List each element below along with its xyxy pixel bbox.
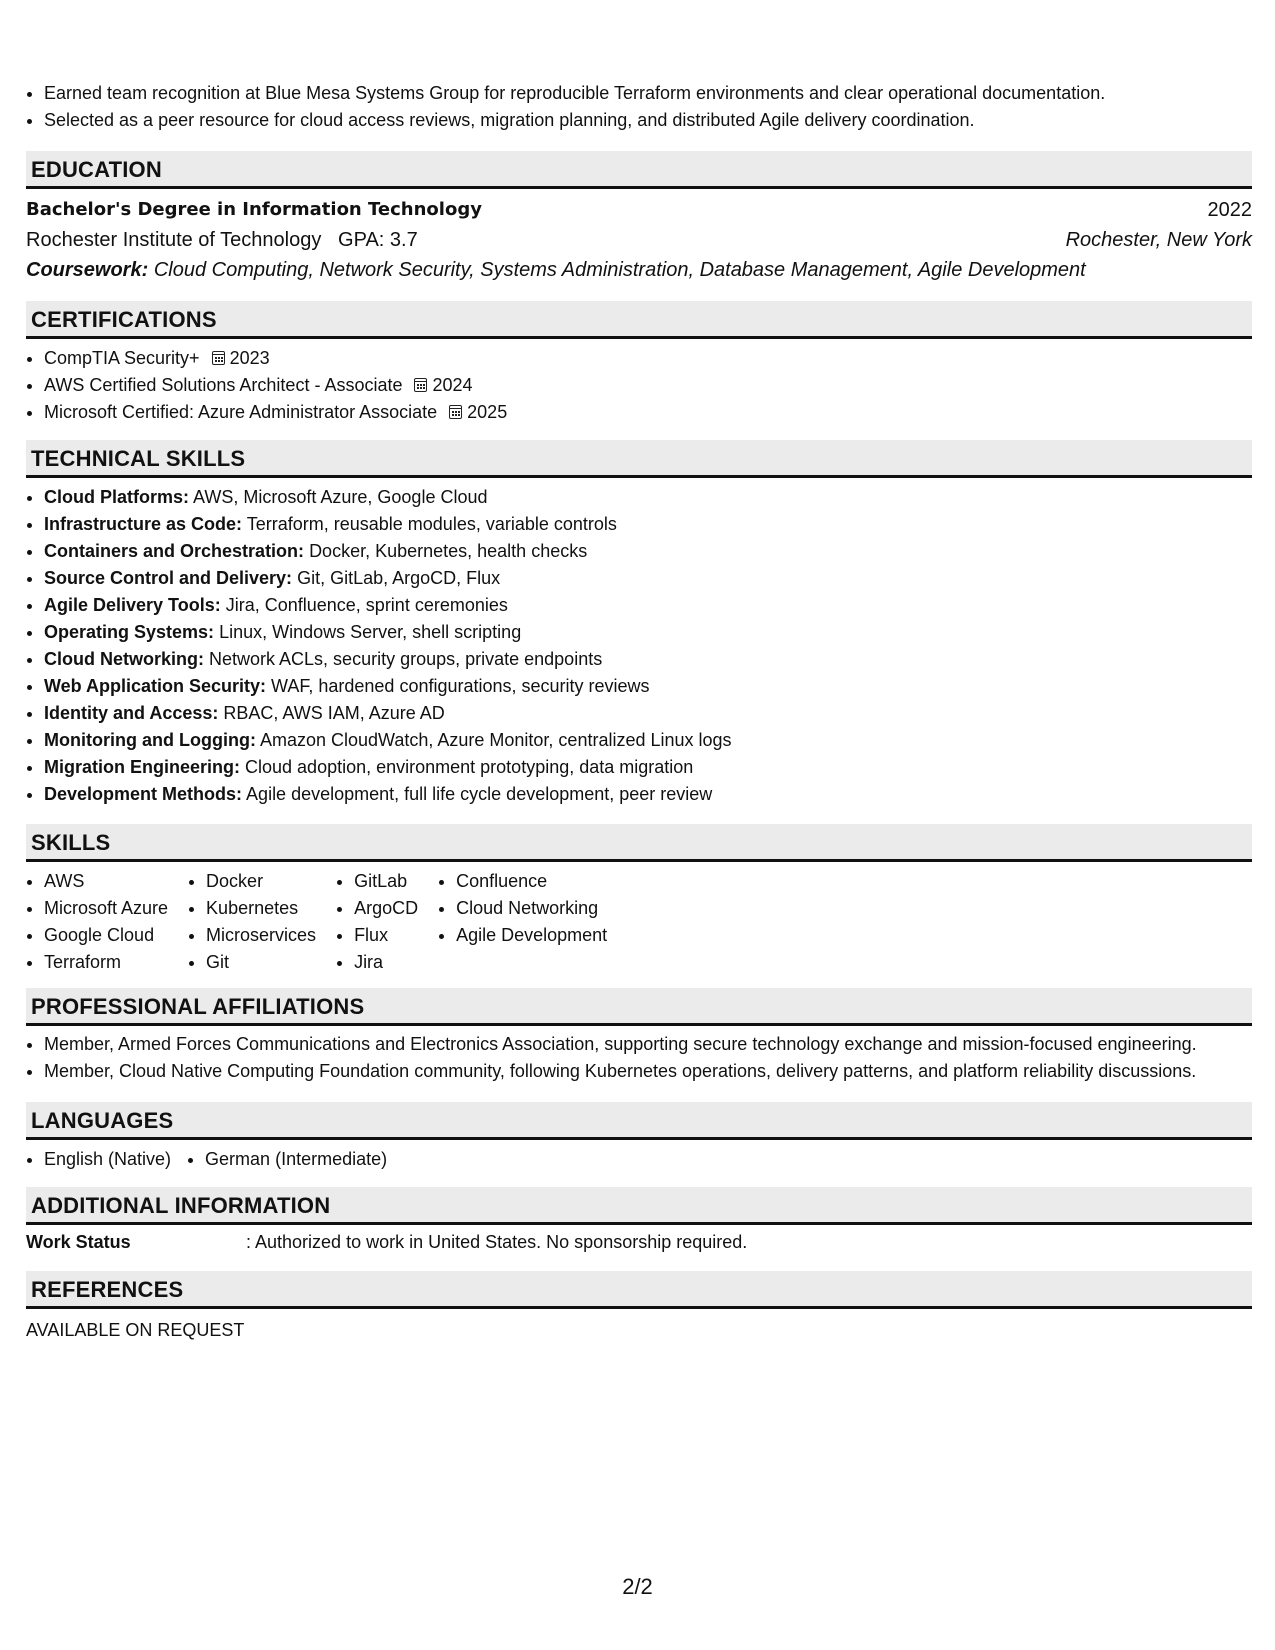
list-item: • Terraform — [44, 949, 168, 976]
references-heading: REFERENCES — [26, 1271, 1252, 1309]
list-item: • Member, Cloud Native Computing Foundation community, following Kubernetes operations, delivery patterns, and platform reliability discussions. — [44, 1059, 1252, 1083]
certifications-heading: CERTIFICATIONS — [26, 301, 1252, 339]
cert-year: 2024 — [432, 375, 473, 395]
language-column — [26, 1146, 171, 1173]
technical-skills-heading: TECHNICAL SKILLS — [26, 440, 1252, 478]
skill-value: Agile development, full life cycle development, peer review — [246, 784, 713, 804]
skills-columns — [26, 868, 1252, 976]
education-degree-row — [26, 195, 1252, 225]
list-item: • Agile Development — [456, 922, 607, 949]
resume-page — [26, 80, 1252, 1343]
skill-value: Docker, Kubernetes, health checks — [309, 541, 588, 561]
skill-value: Jira, Confluence, sprint ceremonies — [225, 595, 508, 615]
list-item: • Flux — [354, 922, 418, 949]
list-item: • Microservices — [206, 922, 316, 949]
list-item: • English (Native) — [44, 1146, 171, 1173]
languages-heading: LANGUAGES — [26, 1102, 1252, 1140]
skill-value: Cloud adoption, environment prototyping, data migration — [245, 757, 694, 777]
list-item: • Confluence — [456, 868, 607, 895]
list-item: • Kubernetes — [206, 895, 316, 922]
skill-value: RBAC, AWS IAM, Azure AD — [223, 703, 445, 723]
list-item: • GitLab — [354, 868, 418, 895]
skills-heading: SKILLS — [26, 824, 1252, 862]
list-item: • Cloud Networking — [456, 895, 607, 922]
skill-label: Containers and Orchestration: — [44, 541, 305, 561]
calendar-icon — [212, 351, 225, 365]
list-item: • Google Cloud — [44, 922, 168, 949]
list-item: • Jira — [354, 949, 418, 976]
list-item: • German (Intermediate) — [205, 1146, 387, 1173]
school-location: Rochester, New York — [1065, 229, 1252, 251]
skill-value: AWS, Microsoft Azure, Google Cloud — [193, 487, 488, 507]
achievement-list — [26, 80, 1252, 134]
list-item — [44, 565, 1252, 592]
list-item: • Earned team recognition at Blue Mesa Systems Group for reproducible Terraform environments and clear operational documentation. — [44, 80, 1252, 107]
list-item: • Git — [206, 949, 316, 976]
cert-name: CompTIA Security+ — [44, 348, 200, 368]
list-item: • Docker — [206, 868, 316, 895]
list-item — [44, 727, 1252, 754]
cert-year: 2025 — [467, 402, 508, 422]
coursework-label: Coursework: — [26, 259, 149, 281]
coursework — [26, 255, 1252, 285]
list-item: • ArgoCD — [354, 895, 418, 922]
list-item — [44, 511, 1252, 538]
calendar-icon — [414, 378, 427, 392]
list-item — [44, 484, 1252, 511]
skill-label: Migration Engineering: — [44, 757, 240, 777]
list-item: • Microsoft Azure — [44, 895, 168, 922]
skill-label: Operating Systems: — [44, 622, 215, 642]
cert-year: 2023 — [229, 348, 270, 368]
skill-value: Git, GitLab, ArgoCD, Flux — [297, 568, 501, 588]
list-item — [44, 673, 1252, 700]
list-item — [44, 345, 1252, 372]
list-item — [44, 700, 1252, 727]
skill-value: Network ACLs, security groups, private endpoints — [209, 649, 603, 669]
graduation-year: 2022 — [1207, 199, 1252, 221]
work-status-value: : Authorized to work in United States. No sponsorship required. — [246, 1232, 748, 1252]
education-heading: EDUCATION — [26, 151, 1252, 189]
gpa: GPA: 3.7 — [338, 229, 418, 251]
education-school-row — [26, 225, 1252, 255]
skill-label: Development Methods: — [44, 784, 243, 804]
cert-name: AWS Certified Solutions Architect - Associate — [44, 375, 403, 395]
skill-label: Infrastructure as Code: — [44, 514, 243, 534]
list-item — [44, 781, 1252, 808]
list-item: • Selected as a peer resource for cloud access reviews, migration planning, and distributed Agile delivery coordination. — [44, 107, 1252, 134]
school-name: Rochester Institute of Technology — [26, 229, 322, 251]
skill-value: Amazon CloudWatch, Azure Monitor, centralized Linux logs — [259, 730, 732, 750]
skill-label: Source Control and Delivery: — [44, 568, 293, 588]
list-item — [44, 399, 1252, 426]
skill-value: WAF, hardened configurations, security reviews — [271, 676, 650, 696]
skill-label: Cloud Platforms: — [44, 487, 190, 507]
skills-column — [336, 868, 418, 976]
affiliations-list — [26, 1032, 1252, 1083]
skills-column — [438, 868, 607, 976]
additional-info-heading: ADDITIONAL INFORMATION — [26, 1187, 1252, 1225]
skill-label: Identity and Access: — [44, 703, 219, 723]
skill-label: Cloud Networking: — [44, 649, 204, 669]
work-status-label: Work Status — [26, 1232, 131, 1252]
references-text: AVAILABLE ON REQUEST — [26, 1320, 245, 1340]
list-item: • Member, Armed Forces Communications and Electronics Association, supporting secure technology exchange and mission-focused engineering. — [44, 1032, 1252, 1056]
skill-label: Monitoring and Logging: — [44, 730, 256, 750]
skill-value: Linux, Windows Server, shell scripting — [219, 622, 522, 642]
calendar-icon — [449, 405, 462, 419]
work-status-row — [26, 1229, 1252, 1255]
list-item — [44, 754, 1252, 781]
list-item: • AWS — [44, 868, 168, 895]
languages-list — [26, 1146, 1252, 1173]
list-item — [44, 619, 1252, 646]
skill-label: Web Application Security: — [44, 676, 267, 696]
cert-name: Microsoft Certified: Azure Administrator Associate — [44, 402, 438, 422]
list-item — [44, 372, 1252, 399]
degree-title: Bachelor's Degree in Information Technology — [26, 199, 482, 220]
page-number: 2/2 — [622, 1574, 653, 1599]
list-item — [44, 538, 1252, 565]
skills-column — [188, 868, 316, 976]
coursework-list: Cloud Computing, Network Security, Systems Administration, Database Management, Agile Development — [153, 259, 1086, 281]
language-column — [187, 1146, 387, 1173]
list-item — [44, 592, 1252, 619]
technical-skills-list — [26, 484, 1252, 808]
list-item — [44, 646, 1252, 673]
certifications-list — [26, 345, 1252, 426]
skill-label: Agile Delivery Tools: — [44, 595, 221, 615]
affiliations-heading: PROFESSIONAL AFFILIATIONS — [26, 988, 1252, 1026]
skills-column — [26, 868, 168, 976]
skill-value: Terraform, reusable modules, variable controls — [246, 514, 617, 534]
